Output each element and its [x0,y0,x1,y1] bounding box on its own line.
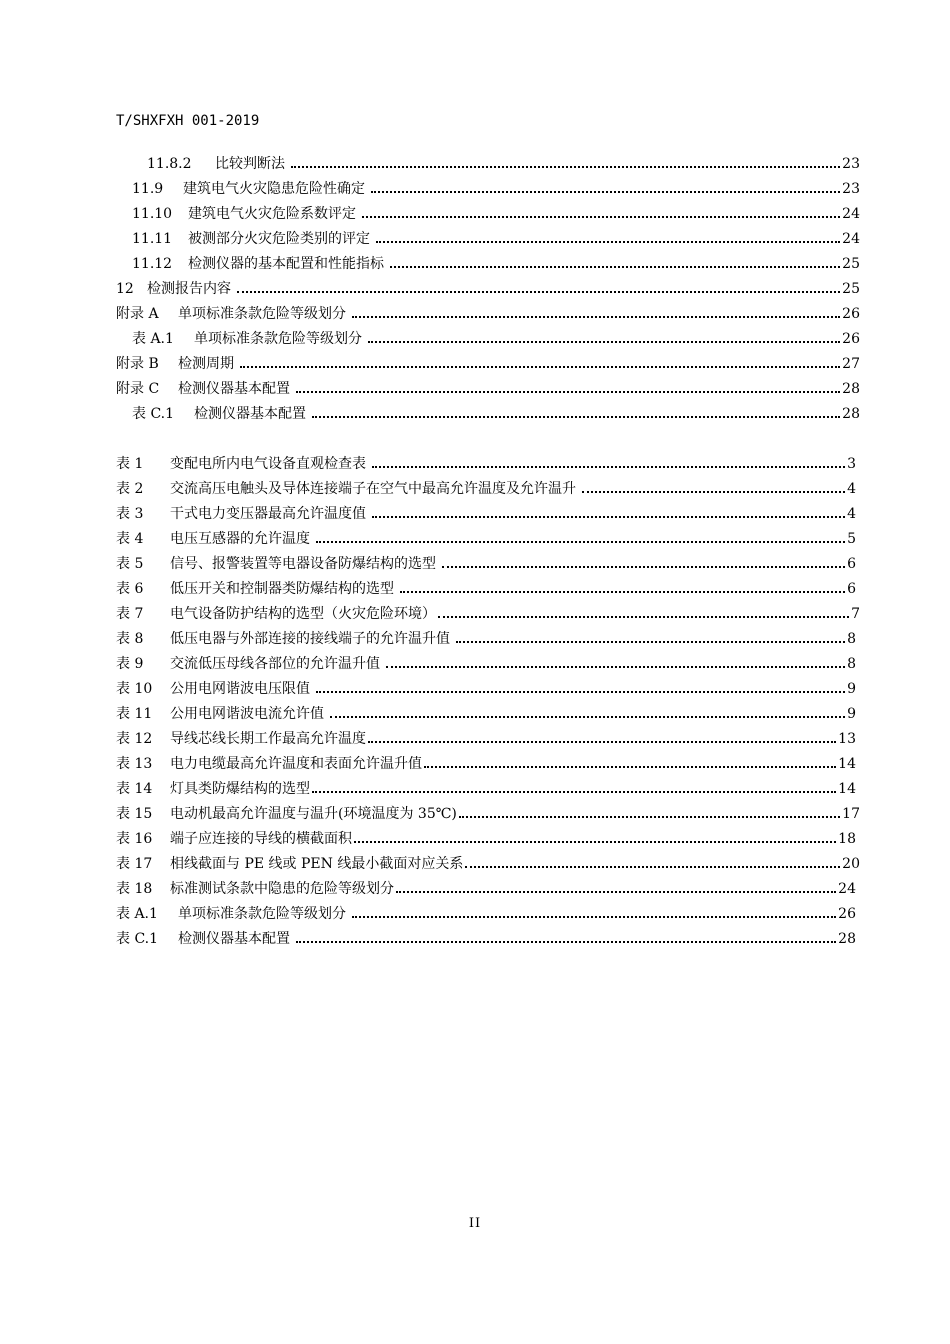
toc-entry-page: 25 [842,281,860,297]
dot-leader [296,927,836,952]
table-entry-number: 表 18 [116,881,153,897]
table-entry-number: 表 7 [116,606,144,622]
table-entry-page: 6 [847,556,856,572]
table-entry-title: 电压互感器的允许温度 [170,531,310,547]
toc-entry-number: 11.11 [132,231,173,247]
table-entry-page: 24 [838,881,856,897]
table-entry-title: 灯具类防爆结构的选型 [170,781,310,797]
dot-leader [372,502,845,527]
toc-entry-number: 11.8.2 [147,156,192,172]
toc-entry-title: 检测报告内容 [147,281,231,297]
table-entry-title: 公用电网谐波电流允许值 [170,706,324,722]
dot-leader [354,827,836,852]
table-entry-page: 18 [838,831,856,847]
toc-entry-title: 建筑电气火灾隐患危险性确定 [183,181,365,197]
dot-leader [582,477,845,502]
table-entry[interactable] [116,502,856,527]
table-entry-number: 表 2 [116,481,144,497]
toc-entry-page: 26 [842,306,860,322]
table-entry[interactable] [116,852,860,877]
table-entry[interactable] [116,652,856,677]
table-entry-number: 表 10 [116,681,153,697]
toc-entry-number: 附录 B [116,356,159,372]
toc-entry-title: 检测仪器基本配置 [194,406,306,422]
table-entry-page: 8 [847,656,856,672]
toc-entry-title: 检测仪器的基本配置和性能指标 [188,256,384,272]
table-entry[interactable] [116,802,860,827]
table-entry[interactable] [116,877,856,902]
dot-leader [390,252,840,277]
toc-entry[interactable] [132,252,860,277]
toc-entry-title: 单项标准条款危险等级划分 [178,306,346,322]
table-entry[interactable] [116,627,856,652]
toc-entry-title: 比较判断法 [215,156,285,172]
dot-leader [240,352,840,377]
table-entry-page: 3 [847,456,856,472]
dot-leader [368,327,840,352]
table-entry-page: 6 [847,581,856,597]
toc-entry-number: 附录 A [116,306,159,322]
toc-entry[interactable] [132,227,860,252]
toc-entry[interactable] [116,352,860,377]
table-entry-title: 干式电力变压器最高允许温度值 [170,506,366,522]
table-entry[interactable] [116,577,856,602]
table-entry[interactable] [116,927,856,952]
table-entry-page: 7 [851,606,860,622]
table-entry-page: 5 [847,531,856,547]
table-entry[interactable] [116,702,856,727]
dot-leader [442,552,845,577]
table-entry-title: 检测仪器基本配置 [178,931,290,947]
toc-entry-number: 11.10 [132,206,173,222]
toc-entry-page: 24 [842,231,860,247]
table-entry-title: 电力电缆最高允许温度和表面允许温升值 [170,756,422,772]
toc-entry-page: 28 [842,406,860,422]
table-entry-title: 交流高压电触头及导体连接端子在空气中最高允许温度及允许温升 [170,481,576,497]
table-entry-number: 表 A.1 [116,906,158,922]
toc-entry[interactable] [116,277,860,302]
dot-leader [386,652,845,677]
dot-leader [362,202,840,227]
table-entry-number: 表 17 [116,856,153,872]
dot-leader [456,627,845,652]
table-entry-page: 28 [838,931,856,947]
table-entry-number: 表 13 [116,756,153,772]
table-entry-number: 表 C.1 [116,931,159,947]
dot-leader [368,727,836,752]
dot-leader [352,302,840,327]
table-entry-page: 13 [838,731,856,747]
dot-leader [376,227,840,252]
toc-entry-number: 表 C.1 [132,406,175,422]
toc-entry-page: 26 [842,331,860,347]
dot-leader [372,452,845,477]
table-entry-number: 表 16 [116,831,153,847]
table-entry-title: 交流低压母线各部位的允许温升值 [170,656,380,672]
table-entry-number: 表 5 [116,556,144,572]
table-entry-page: 9 [847,706,856,722]
table-entry-page: 20 [842,856,860,872]
table-entry[interactable] [116,552,856,577]
table-entry-page: 14 [838,756,856,772]
dot-leader [424,752,836,777]
toc-entry-number: 12 [116,281,134,297]
table-entry[interactable] [116,777,856,802]
dot-leader [438,602,849,627]
toc-entry-title: 检测仪器基本配置 [178,381,290,397]
table-entry[interactable] [116,752,856,777]
table-entry-title: 电气设备防护结构的选型（火灾危险环境） [170,606,436,622]
table-entry-page: 9 [847,681,856,697]
table-entry-number: 表 11 [116,706,153,722]
dot-leader [396,877,836,902]
toc-entry[interactable] [132,402,860,427]
table-entry-number: 表 1 [116,456,144,472]
table-entry-title: 低压电器与外部连接的接线端子的允许温升值 [170,631,450,647]
toc-entry-page: 28 [842,381,860,397]
toc-entry-number: 11.12 [132,256,173,272]
dot-leader [291,152,840,177]
toc-entry-page: 23 [842,181,860,197]
dot-leader [296,377,840,402]
toc-entry-number: 11.9 [132,181,164,197]
toc-entry-title: 检测周期 [178,356,234,372]
table-entry-page: 14 [838,781,856,797]
dot-leader [312,777,836,802]
toc-entry-page: 27 [842,356,860,372]
table-entry-title: 低压开关和控制器类防爆结构的选型 [170,581,394,597]
dot-leader [237,277,840,302]
dot-leader [316,527,845,552]
toc-entry-title: 被测部分火灾危险类别的评定 [188,231,370,247]
toc-entry-page: 25 [842,256,860,272]
dot-leader [400,577,845,602]
table-entry[interactable] [116,602,860,627]
dot-leader [459,802,840,827]
table-entry-title: 变配电所内电气设备直观检查表 [170,456,366,472]
dot-leader [465,852,840,877]
page-number: II [468,1216,482,1231]
toc-entry[interactable] [132,202,860,227]
table-entry-title: 信号、报警装置等电器设备防爆结构的选型 [170,556,436,572]
table-entry-page: 4 [847,506,856,522]
toc-entry-number: 表 A.1 [132,331,174,347]
toc-entry-number: 附录 C [116,381,160,397]
table-entry-number: 表 6 [116,581,144,597]
table-entry-title: 公用电网谐波电压限值 [170,681,310,697]
dot-leader [352,902,836,927]
table-entry-title: 相线截面与 PE 线或 PEN 线最小截面对应关系 [170,856,464,872]
document-code: T/SHXFXH 001-2019 [116,113,260,129]
toc-entry-page: 24 [842,206,860,222]
toc-entry[interactable] [132,327,860,352]
dot-leader [316,677,845,702]
table-entry-page: 4 [847,481,856,497]
table-entry-title: 标准测试条款中隐患的危险等级划分 [170,881,394,897]
table-entry-number: 表 14 [116,781,153,797]
table-entry-title: 电动机最高允许温度与温升(环境温度为 35℃) [170,806,457,822]
table-entry-title: 导线芯线长期工作最高允许温度 [170,731,366,747]
toc-entry[interactable] [147,152,860,177]
table-entry-title: 单项标准条款危险等级划分 [178,906,346,922]
table-entry[interactable] [116,902,856,927]
table-entry[interactable] [116,527,856,552]
table-entry[interactable] [116,452,856,477]
toc-entry-title: 建筑电气火灾危险系数评定 [188,206,356,222]
table-entry-page: 8 [847,631,856,647]
table-entry[interactable] [116,477,856,502]
toc-entry-title: 单项标准条款危险等级划分 [194,331,362,347]
table-entry-number: 表 3 [116,506,144,522]
table-entry[interactable] [116,727,856,752]
table-entry-number: 表 12 [116,731,153,747]
dot-leader [312,402,840,427]
table-entry[interactable] [116,827,856,852]
table-entry-number: 表 15 [116,806,153,822]
table-entry-number: 表 8 [116,631,144,647]
toc-entry[interactable] [116,377,860,402]
dot-leader [371,177,840,202]
table-entry-page: 17 [842,806,860,822]
table-entry[interactable] [116,677,856,702]
toc-entry-page: 23 [842,156,860,172]
dot-leader [330,702,845,727]
table-entry-number: 表 9 [116,656,144,672]
table-entry-page: 26 [838,906,856,922]
toc-entry[interactable] [116,302,860,327]
table-entry-title: 端子应连接的导线的横截面积 [170,831,352,847]
toc-entry[interactable] [132,177,860,202]
table-entry-number: 表 4 [116,531,144,547]
